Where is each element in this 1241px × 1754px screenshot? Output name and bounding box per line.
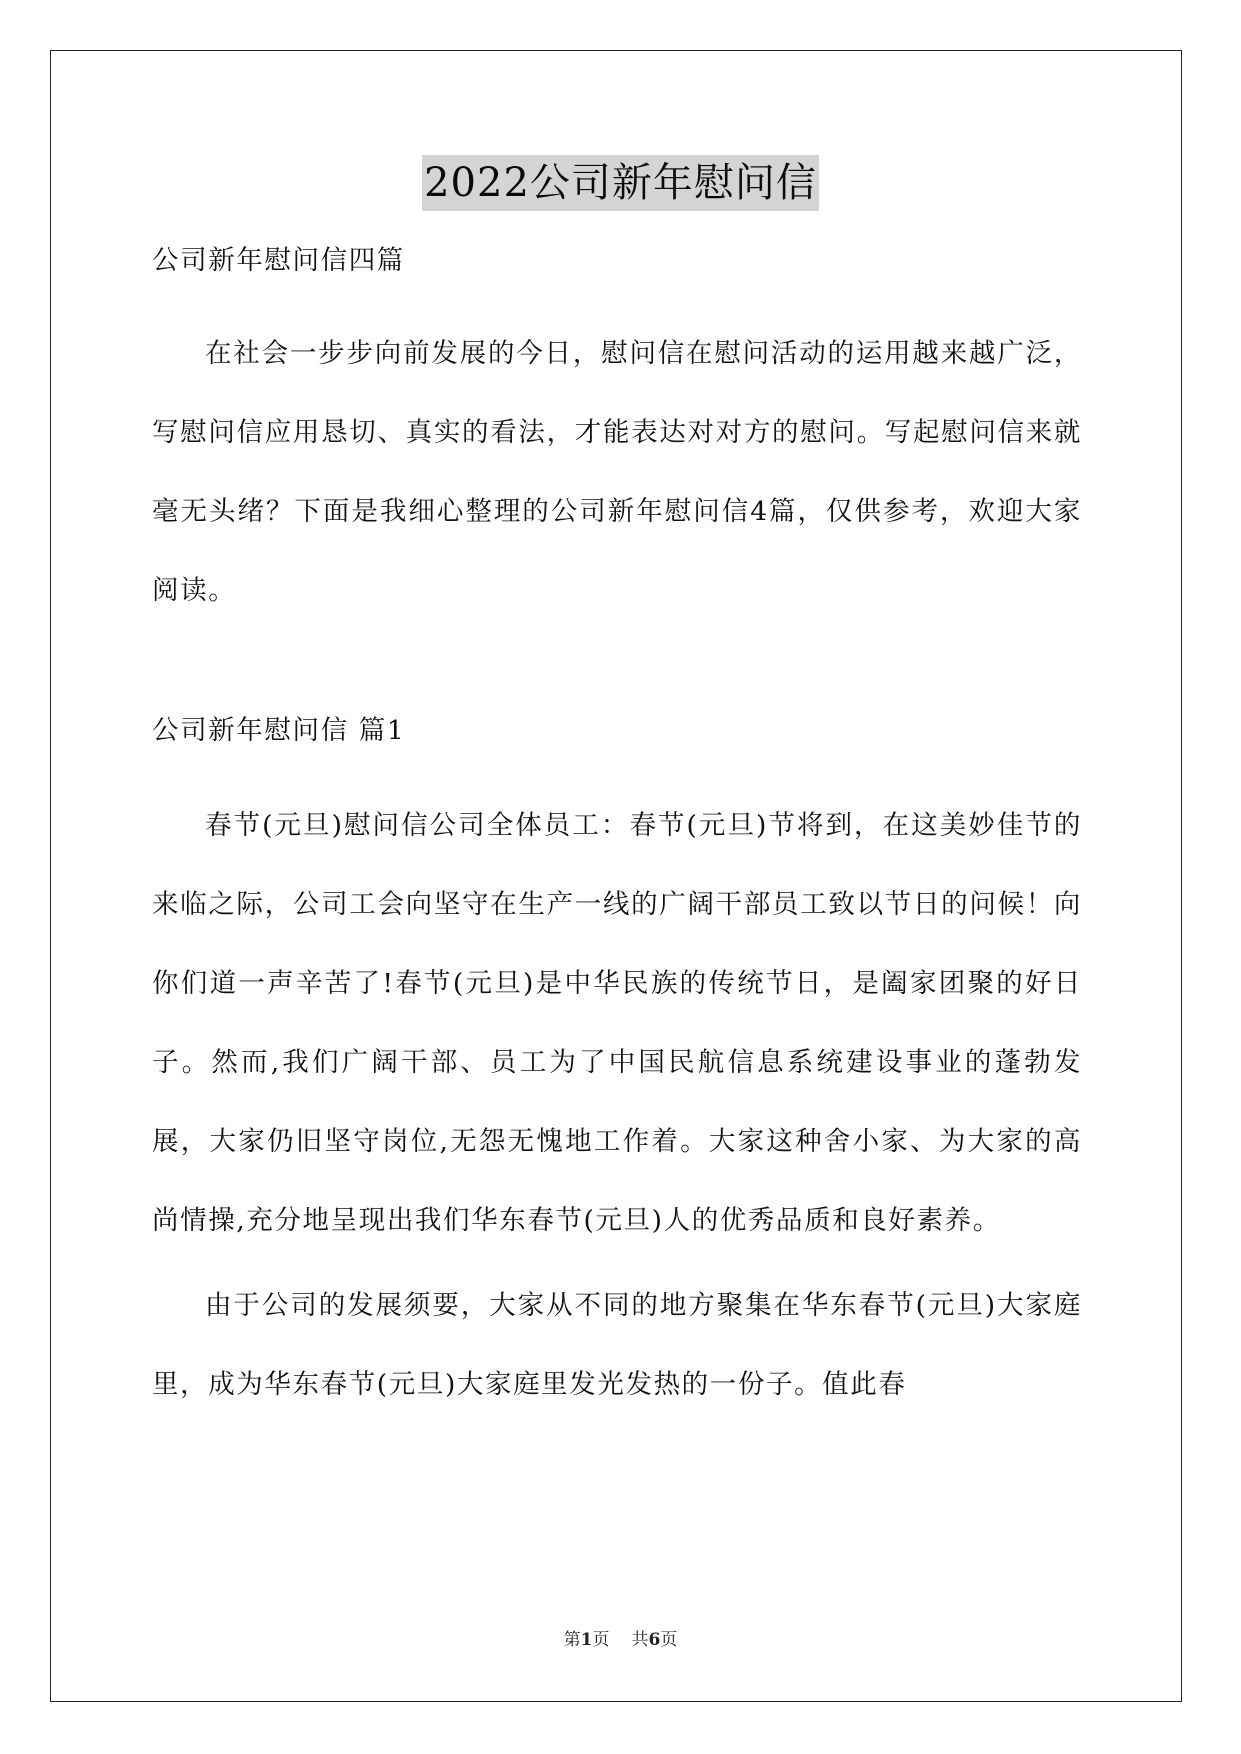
page-footer [0, 1625, 1241, 1650]
section-heading: 公司新年慰问信 篇1 [152, 715, 406, 746]
page-current: 1 [580, 1630, 593, 1650]
title-wrap [0, 155, 1241, 211]
total-unit: 页 [660, 1630, 678, 1650]
intro-paragraph: 在社会一步步向前发展的今日，慰问信在慰问活动的运用越来越广泛，写慰问信应用恳切、真实的看法，才能表达对对方的慰问。写起慰问信来就毫无头绪？下面是我细心整理的公司新年慰问信4篇，仅供参考，欢迎大家阅读。 [152, 338, 1082, 606]
document-body [152, 236, 1082, 1424]
page-prefix: 第 [563, 1630, 581, 1650]
document-subtitle: 公司新年慰问信四篇 [152, 245, 405, 276]
document-title: 2022公司新年慰问信 [422, 155, 819, 211]
section-paragraph: 由于公司的发展须要，大家从不同的地方聚集在华东春节(元旦)大家庭里，成为华东春节(元旦)大家庭里发光发热的一份子。值此春 [152, 1290, 1082, 1400]
total-prefix: 共 [631, 1630, 649, 1650]
page-unit: 页 [592, 1630, 610, 1650]
section-paragraph: 春节(元旦)慰问信公司全体员工：春节(元旦)节将到，在这美妙佳节的来临之际，公司工会向坚守在生产一线的广阔干部员工致以节日的问候！向你们道一声辛苦了!春节(元旦)是中华民族的传统节日，是阖家团聚的好日子。然而,我们广阔干部、员工为了中国民航信息系统建设事业的蓬勃发展，大家仍旧坚守岗位,无怨无愧地工作着。大家这种舍小家、为大家的高尚情操,充分地呈现出我们华东春节(元旦)人的优秀品质和良好素养。 [152, 810, 1082, 1236]
page-total: 6 [648, 1630, 661, 1650]
